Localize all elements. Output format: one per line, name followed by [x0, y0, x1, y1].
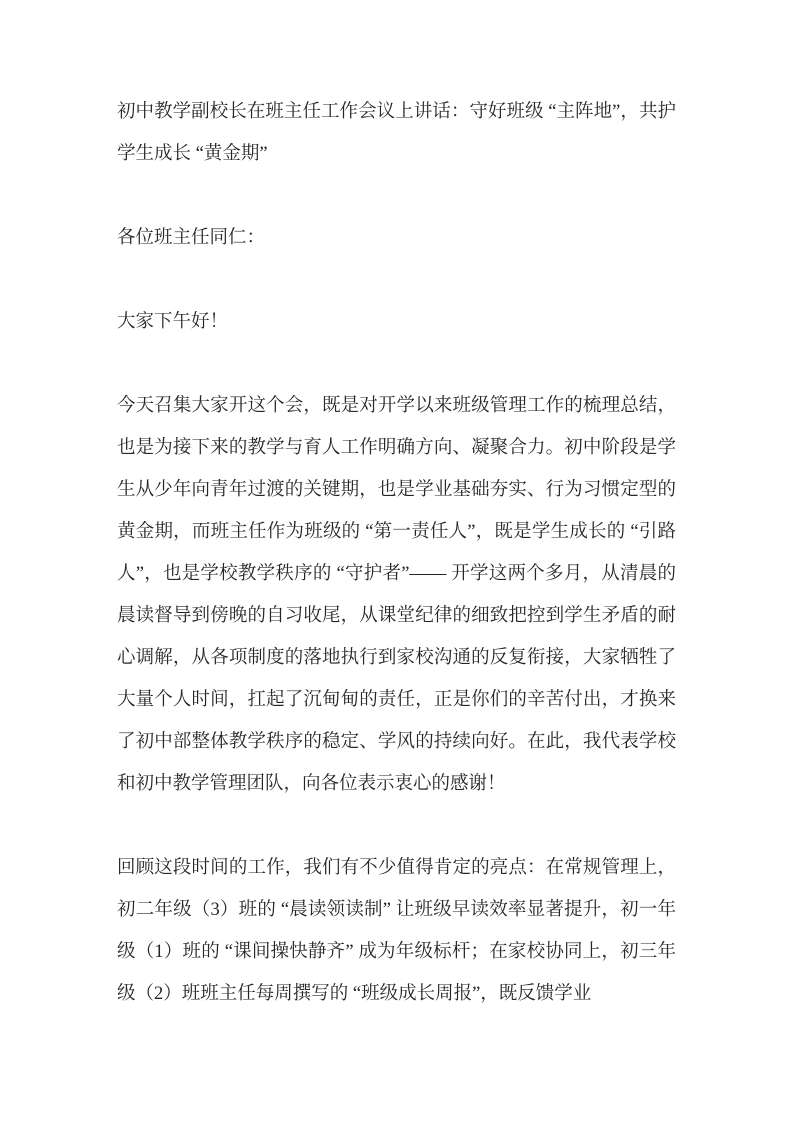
greeting: 大家下午好！ [117, 312, 229, 332]
salutation: 各位班主任同仁： [117, 228, 266, 248]
document-title: 初中教学副校长在班主任工作会议上讲话：守好班级 “主阵地”，共护学生成长 “黄金期” [117, 102, 676, 164]
body-paragraph-1: 今天召集大家开这个会，既是对开学以来班级管理工作的梳理总结，也是为接下来的教学与育人工作明确方向、凝聚合力。初中阶段是学生从少年向青年过渡的关键期，也是学业基础夯实、行为习惯定型的黄金期，而班主任作为班级的 “第一责任人”，既是学生成长的 “引路人”，也是学校教学秩序的 “守护者”—— 开学这两个多月，从清晨的晨读督导到傍晚的自习收尾，从课堂纪律的细致把控到学生矛盾的耐心调解，从各项制度的落地执行到家校沟通的反复衔接，大家牺牲了大量个人时间，扛起了沉甸甸的责任，正是你们的辛苦付出，才换来了初中部整体教学秩序的稳定、学风的持续向好。在此，我代表学校和初中教学管理团队，向各位表示衷心的感谢！ [117, 396, 676, 794]
body-paragraph-2: 回顾这段时间的工作，我们有不少值得肯定的亮点：在常规管理上，初二年级（3）班的 “晨读领读制” 让班级早读效率显著提升，初一年级（1）班的 “课间操快静齐” 成为年级标杆；在家校协同上，初三年级（2）班班主任每周撰写的 “班级成长周报”，既反馈学业 [117, 858, 676, 1004]
